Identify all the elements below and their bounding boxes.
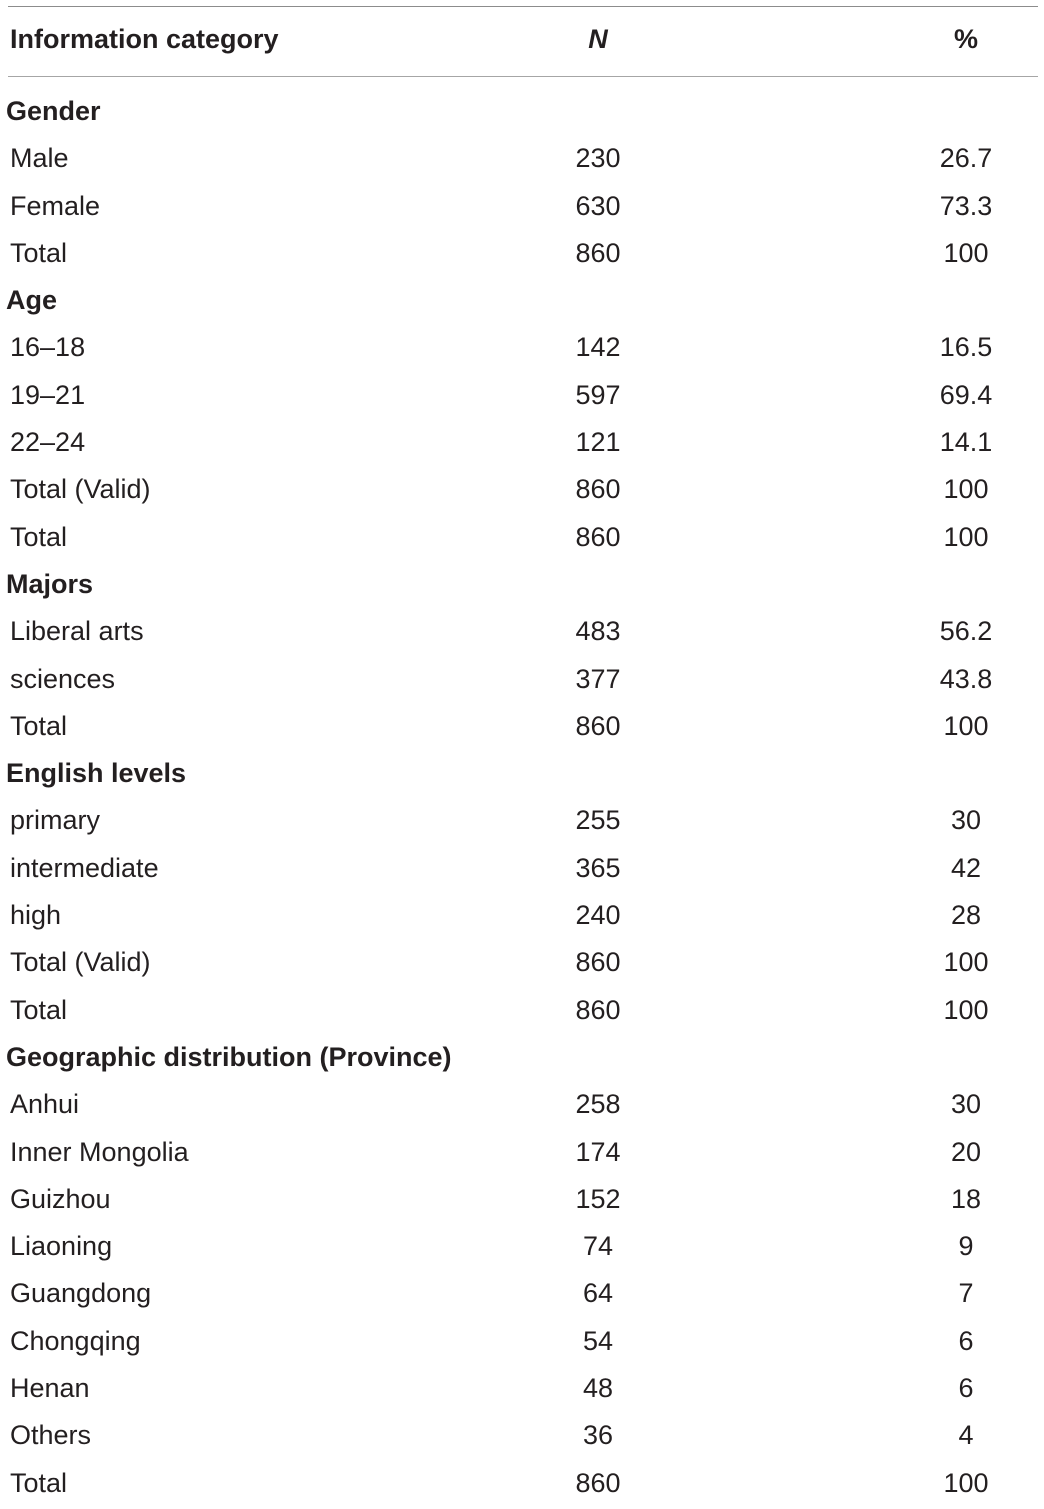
row-label: Henan <box>10 1373 90 1404</box>
group-label: English levels <box>6 758 187 789</box>
row-percent-value: 100 <box>943 237 989 268</box>
table-row <box>0 232 1044 279</box>
row-label: Chongqing <box>10 1325 141 1356</box>
row-percent-value: 28 <box>950 900 982 931</box>
table-row <box>0 468 1044 515</box>
table-row <box>0 137 1044 184</box>
row-n-value: 860 <box>575 947 621 978</box>
row-n-value: 597 <box>575 379 621 410</box>
row-percent-value: 100 <box>943 474 989 505</box>
table-row <box>0 989 1044 1036</box>
row-n-value: 365 <box>575 852 621 883</box>
row-percent-value: 4 <box>958 1420 974 1451</box>
row-n-value: 121 <box>575 427 621 458</box>
group-heading-row <box>0 279 1044 326</box>
row-percent-value: 100 <box>943 994 989 1025</box>
row-label: Male <box>10 143 69 174</box>
row-percent-value: 30 <box>950 805 982 836</box>
row-label: Total <box>10 710 68 741</box>
table-row <box>0 1462 1044 1509</box>
row-n-value: 860 <box>575 1467 621 1498</box>
row-percent-value: 42 <box>950 852 982 883</box>
row-percent-value: 69.4 <box>939 379 993 410</box>
table-row <box>0 658 1044 705</box>
group-label: Gender <box>6 96 101 126</box>
row-n-value: 174 <box>575 1136 621 1167</box>
row-n-value: 64 <box>582 1278 614 1309</box>
row-label: sciences <box>10 663 116 694</box>
row-percent-value: 43.8 <box>939 663 993 694</box>
table-header-rule <box>8 76 1038 77</box>
table-row <box>0 1414 1044 1461</box>
row-n-value: 240 <box>575 900 621 931</box>
group-label: Majors <box>6 568 94 599</box>
row-percent-value: 18 <box>950 1183 982 1214</box>
row-label: high <box>10 900 62 931</box>
row-n-value: 860 <box>575 710 621 741</box>
table-row <box>0 1225 1044 1272</box>
table-body <box>0 90 1044 1509</box>
table-row <box>0 1367 1044 1414</box>
row-label: Total (Valid) <box>10 474 151 505</box>
row-label: 22–24 <box>10 427 86 458</box>
row-label: Female <box>10 190 101 221</box>
row-percent-value: 100 <box>943 947 989 978</box>
table-row <box>0 1131 1044 1178</box>
row-label: intermediate <box>10 852 159 883</box>
table-row <box>0 847 1044 894</box>
header-percent: % <box>953 24 979 54</box>
row-label: Guangdong <box>10 1278 152 1309</box>
table-row <box>0 1272 1044 1319</box>
row-n-value: 483 <box>575 616 621 647</box>
table-top-rule <box>8 6 1038 7</box>
table-row <box>0 610 1044 657</box>
row-percent-value: 30 <box>950 1089 982 1120</box>
row-label: Guizhou <box>10 1183 111 1214</box>
table-row <box>0 799 1044 846</box>
row-n-value: 36 <box>582 1420 614 1451</box>
table-row <box>0 516 1044 563</box>
row-label: 19–21 <box>10 379 86 410</box>
row-n-value: 860 <box>575 994 621 1025</box>
table-row <box>0 326 1044 373</box>
row-percent-value: 73.3 <box>939 190 993 221</box>
row-percent-value: 16.5 <box>939 332 993 363</box>
row-label: 16–18 <box>10 332 86 363</box>
group-heading-row <box>0 563 1044 610</box>
row-label: Others <box>10 1420 92 1451</box>
row-percent-value: 7 <box>958 1278 974 1309</box>
group-heading-row <box>0 90 1044 137</box>
header-n: N <box>588 24 608 54</box>
group-heading-row <box>0 1036 1044 1083</box>
row-label: Total <box>10 994 68 1025</box>
row-n-value: 860 <box>575 237 621 268</box>
table-row <box>0 1320 1044 1367</box>
table-header <box>0 22 1044 62</box>
table-row <box>0 1178 1044 1225</box>
table-row <box>0 185 1044 232</box>
row-n-value: 142 <box>575 332 621 363</box>
row-percent-value: 56.2 <box>939 616 993 647</box>
row-n-value: 230 <box>575 143 621 174</box>
table-row <box>0 705 1044 752</box>
header-information-category: Information category <box>10 24 279 54</box>
row-label: Total (Valid) <box>10 947 151 978</box>
row-percent-value: 26.7 <box>939 143 993 174</box>
group-heading-row <box>0 752 1044 799</box>
row-percent-value: 20 <box>950 1136 982 1167</box>
group-label: Geographic distribution (Province) <box>6 1041 452 1072</box>
row-percent-value: 9 <box>958 1231 974 1262</box>
row-label: primary <box>10 805 101 836</box>
row-percent-value: 6 <box>958 1325 974 1356</box>
group-label: Age <box>6 285 58 316</box>
row-n-value: 630 <box>575 190 621 221</box>
row-percent-value: 6 <box>958 1373 974 1404</box>
row-label: Inner Mongolia <box>10 1136 189 1167</box>
row-percent-value: 100 <box>943 521 989 552</box>
row-label: Anhui <box>10 1089 80 1120</box>
row-label: Total <box>10 1467 68 1498</box>
row-n-value: 48 <box>582 1373 614 1404</box>
row-percent-value: 14.1 <box>939 427 993 458</box>
row-percent-value: 100 <box>943 710 989 741</box>
row-n-value: 377 <box>575 663 621 694</box>
table-row <box>0 374 1044 421</box>
row-label: Total <box>10 237 68 268</box>
row-n-value: 54 <box>582 1325 614 1356</box>
row-n-value: 860 <box>575 521 621 552</box>
row-n-value: 860 <box>575 474 621 505</box>
row-label: Liberal arts <box>10 616 144 647</box>
row-n-value: 74 <box>582 1231 614 1262</box>
table-row <box>0 894 1044 941</box>
row-label: Total <box>10 521 68 552</box>
row-label: Liaoning <box>10 1231 113 1262</box>
row-n-value: 255 <box>575 805 621 836</box>
table-row <box>0 1083 1044 1130</box>
table-row <box>0 421 1044 468</box>
table-row <box>0 941 1044 988</box>
row-n-value: 258 <box>575 1089 621 1120</box>
row-percent-value: 100 <box>943 1467 989 1498</box>
row-n-value: 152 <box>575 1183 621 1214</box>
